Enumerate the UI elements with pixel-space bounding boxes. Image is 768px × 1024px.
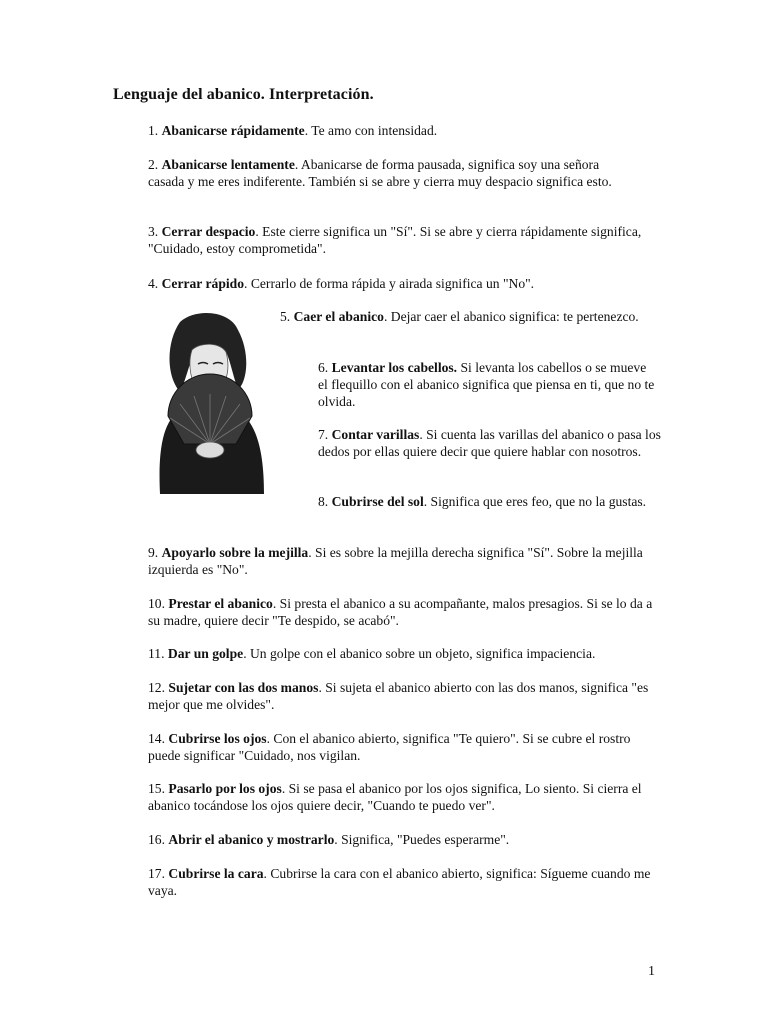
list-item: [148, 679, 658, 713]
item-text: Si levanta los cabellos o se mueve el flequillo con el abanico significa que piensa en ti, que no te olvida.: [318, 360, 655, 409]
list-item: [148, 730, 663, 764]
item-term: Caer el abanico: [293, 309, 384, 324]
list-item: [148, 780, 663, 814]
item-text: . Abanicarse de forma pausada, significa soy una señora casada y me eres indiferente. También si se abre y cierra muy despacio significa esto.: [148, 157, 612, 189]
list-item: [318, 359, 658, 410]
item-number: 12.: [148, 680, 169, 695]
item-term: Contar varillas: [331, 427, 420, 442]
item-term: Cerrar despacio: [161, 224, 256, 239]
list-item: [148, 122, 648, 139]
item-text: . Significa que eres feo, que no la gustas.: [423, 494, 647, 509]
item-text: . Si es sobre la mejilla derecha significa "Sí". Sobre la mejilla izquierda es "No".: [148, 545, 643, 577]
item-number: 5.: [280, 309, 294, 324]
document-title: Lenguaje del abanico. Interpretación.: [113, 86, 374, 103]
list-item: [148, 275, 658, 292]
item-number: 14.: [148, 731, 169, 746]
item-text: . Este cierre significa un "Sí". Si se abre y cierra rápidamente significa, "Cuidado, estoy comprometida".: [148, 224, 642, 256]
list-item: [148, 544, 658, 578]
item-term: Sujetar con las dos manos: [168, 680, 319, 695]
list-item: [148, 831, 658, 848]
item-term: Abanicarse rápidamente: [161, 123, 305, 138]
page-number: 1: [648, 964, 655, 979]
item-number: 4.: [148, 276, 162, 291]
list-item: [148, 645, 668, 662]
item-number: 7.: [318, 427, 332, 442]
item-term: Pasarlo por los ojos: [168, 781, 282, 796]
item-number: 8.: [318, 494, 332, 509]
item-term: Apoyarlo sobre la mejilla: [161, 545, 309, 560]
item-number: 15.: [148, 781, 169, 796]
woman-with-fan-icon: [140, 312, 270, 494]
item-text: . Un golpe con el abanico sobre un objeto, significa impaciencia.: [243, 646, 596, 661]
item-number: 10.: [148, 596, 169, 611]
item-term: Abanicarse lentamente: [161, 157, 295, 172]
item-text: . Si cuenta las varillas del abanico o pasa los dedos por ellas quiere decir que quiere hablar con nosotros.: [318, 427, 661, 459]
list-item: [137, 493, 657, 510]
item-term: Levantar los cabellos.: [331, 360, 458, 375]
item-text: . Con el abanico abierto, significa "Te quiero". Si se cubre el rostro puede significar "Cuidado, nos vigilan.: [148, 731, 631, 763]
item-term: Prestar el abanico: [168, 596, 273, 611]
item-number: 2.: [148, 157, 162, 172]
list-item: [148, 156, 636, 190]
item-text: . Si sujeta el abanico abierto con las dos manos, significa "es mejor que me olvides".: [148, 680, 649, 712]
item-term: Cubrirse del sol: [331, 494, 424, 509]
item-term: Cerrar rápido: [161, 276, 245, 291]
list-item: [280, 308, 640, 325]
item-text: . Te amo con intensidad.: [304, 123, 438, 138]
item-number: 1.: [148, 123, 162, 138]
list-item: [148, 223, 658, 257]
item-text: . Dejar caer el abanico significa: te pertenezco.: [383, 309, 639, 324]
list-item: [148, 595, 658, 629]
item-number: 9.: [148, 545, 162, 560]
item-text: . Significa, "Puedes esperarme".: [334, 832, 510, 847]
woman-with-fan-illustration: [140, 312, 270, 494]
item-number: 6.: [318, 360, 332, 375]
list-item: [318, 426, 663, 460]
item-term: Cubrirse los ojos: [168, 731, 267, 746]
item-text: . Cubrirse la cara con el abanico abierto, significa: Sígueme cuando me vaya.: [148, 866, 651, 898]
item-text: . Si presta el abanico a su acompañante, malos presagios. Si se lo da a su madre, quiere decir "Te despido, se acabó".: [148, 596, 653, 628]
item-number: 17.: [148, 866, 169, 881]
item-number: 3.: [148, 224, 162, 239]
item-number: 11.: [148, 646, 168, 661]
item-number: 16.: [148, 832, 169, 847]
item-term: Abrir el abanico y mostrarlo: [168, 832, 335, 847]
item-text: . Si se pasa el abanico por los ojos significa, Lo siento. Si cierra el abanico tocándose los ojos quiere decir, "Cuando te puedo ver".: [148, 781, 642, 813]
item-term: Cubrirse la cara: [168, 866, 264, 881]
item-term: Dar un golpe: [167, 646, 244, 661]
list-item: [148, 865, 658, 899]
item-text: . Cerrarlo de forma rápida y airada significa un "No".: [244, 276, 535, 291]
